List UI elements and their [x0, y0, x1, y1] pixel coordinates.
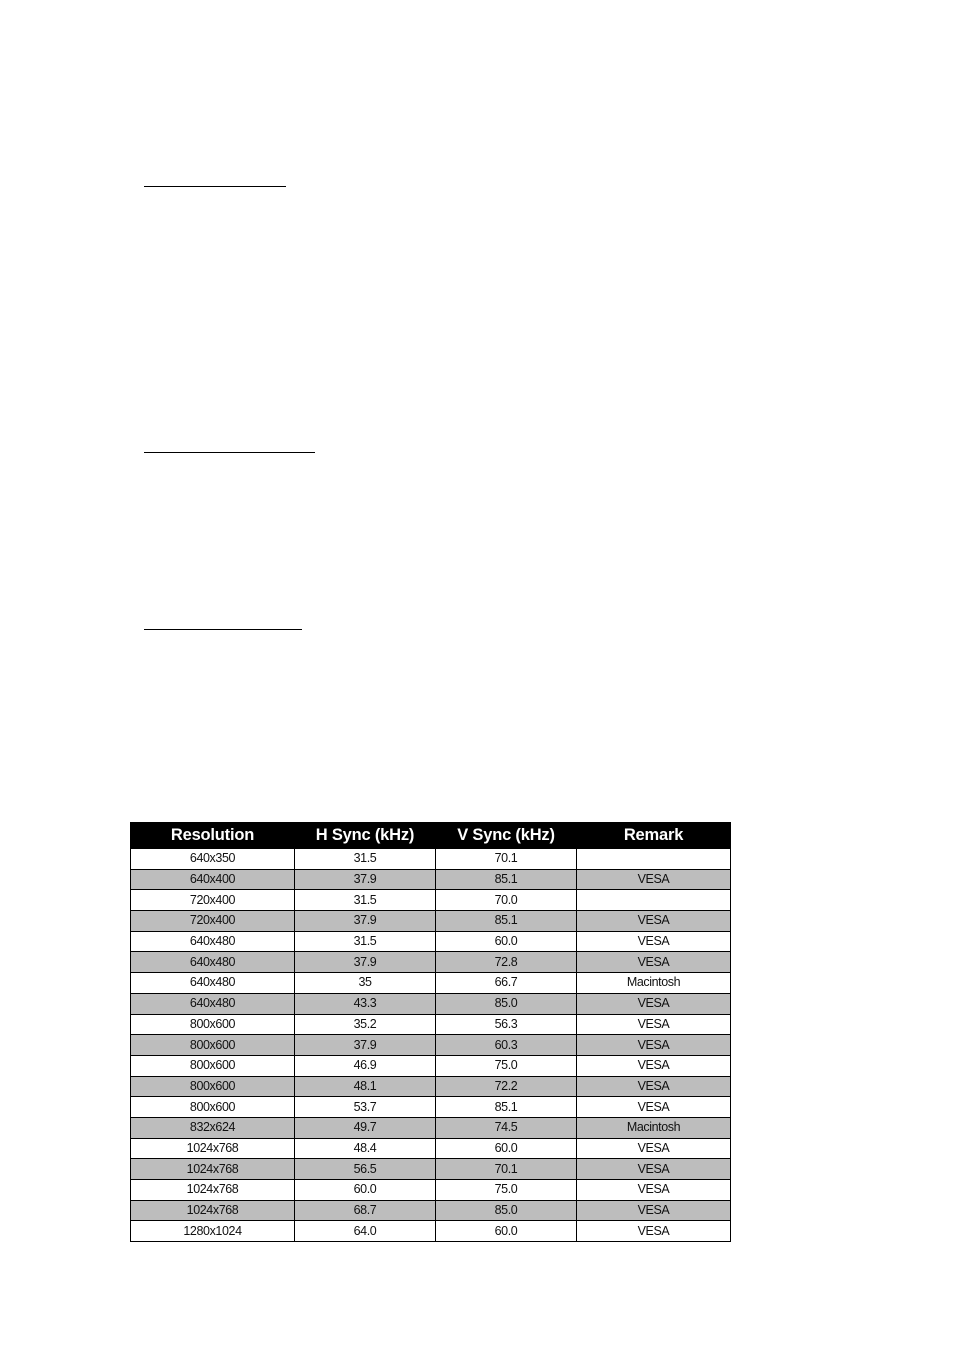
cell-remark: VESA: [577, 1159, 731, 1180]
cell-v-sync: 60.0: [436, 1138, 577, 1159]
cell-h-sync: 49.7: [295, 1117, 436, 1138]
cell-v-sync: 85.1: [436, 911, 577, 932]
cell-remark: VESA: [577, 869, 731, 890]
section-heading-underline: [144, 186, 286, 187]
cell-v-sync: 74.5: [436, 1117, 577, 1138]
section-heading-underline: [144, 452, 315, 453]
cell-h-sync: 48.1: [295, 1076, 436, 1097]
cell-h-sync: 43.3: [295, 993, 436, 1014]
cell-remark: VESA: [577, 1221, 731, 1242]
cell-v-sync: 70.1: [436, 1159, 577, 1180]
cell-h-sync: 48.4: [295, 1138, 436, 1159]
cell-h-sync: 68.7: [295, 1200, 436, 1221]
cell-v-sync: 85.0: [436, 993, 577, 1014]
cell-resolution: 1024x768: [131, 1159, 295, 1180]
table-row: [131, 869, 731, 890]
cell-remark: VESA: [577, 1138, 731, 1159]
cell-v-sync: 85.1: [436, 869, 577, 890]
cell-h-sync: 56.5: [295, 1159, 436, 1180]
cell-h-sync: 37.9: [295, 911, 436, 932]
cell-v-sync: 60.0: [436, 1221, 577, 1242]
cell-resolution: 800x600: [131, 1076, 295, 1097]
cell-h-sync: 35: [295, 973, 436, 994]
cell-h-sync: 31.5: [295, 890, 436, 911]
table-row: [131, 973, 731, 994]
cell-resolution: 1280x1024: [131, 1221, 295, 1242]
table-row: [131, 1055, 731, 1076]
table-row: [131, 911, 731, 932]
cell-v-sync: 85.0: [436, 1200, 577, 1221]
cell-v-sync: 72.8: [436, 952, 577, 973]
cell-resolution: 640x480: [131, 973, 295, 994]
cell-remark: VESA: [577, 1097, 731, 1118]
cell-h-sync: 35.2: [295, 1014, 436, 1035]
table-row: [131, 1097, 731, 1118]
cell-remark: VESA: [577, 931, 731, 952]
cell-resolution: 1024x768: [131, 1138, 295, 1159]
cell-h-sync: 64.0: [295, 1221, 436, 1242]
cell-v-sync: 60.3: [436, 1035, 577, 1056]
cell-h-sync: 37.9: [295, 952, 436, 973]
cell-resolution: 800x600: [131, 1097, 295, 1118]
cell-h-sync: 31.5: [295, 849, 436, 870]
cell-resolution: 800x600: [131, 1055, 295, 1076]
table-row: [131, 1035, 731, 1056]
table-row: [131, 1221, 731, 1242]
cell-resolution: 720x400: [131, 911, 295, 932]
cell-v-sync: 60.0: [436, 931, 577, 952]
cell-resolution: 832x624: [131, 1117, 295, 1138]
table-row: [131, 890, 731, 911]
cell-v-sync: 75.0: [436, 1180, 577, 1201]
column-header-v-sync: V Sync (kHz): [436, 823, 577, 849]
cell-remark: VESA: [577, 1200, 731, 1221]
table-row: [131, 931, 731, 952]
cell-resolution: 640x480: [131, 952, 295, 973]
cell-resolution: 640x350: [131, 849, 295, 870]
cell-h-sync: 53.7: [295, 1097, 436, 1118]
column-header-remark: Remark: [577, 823, 731, 849]
cell-resolution: 1024x768: [131, 1200, 295, 1221]
cell-v-sync: 85.1: [436, 1097, 577, 1118]
cell-v-sync: 72.2: [436, 1076, 577, 1097]
cell-remark: VESA: [577, 1055, 731, 1076]
cell-remark: Macintosh: [577, 1117, 731, 1138]
cell-remark: VESA: [577, 993, 731, 1014]
cell-remark: VESA: [577, 1014, 731, 1035]
table-row: [131, 1159, 731, 1180]
table-row: [131, 1076, 731, 1097]
cell-h-sync: 37.9: [295, 869, 436, 890]
cell-remark: VESA: [577, 911, 731, 932]
cell-h-sync: 31.5: [295, 931, 436, 952]
cell-v-sync: 66.7: [436, 973, 577, 994]
column-header-resolution: Resolution: [131, 823, 295, 849]
column-header-h-sync: H Sync (kHz): [295, 823, 436, 849]
cell-resolution: 640x400: [131, 869, 295, 890]
cell-remark: [577, 849, 731, 870]
table-row: [131, 952, 731, 973]
section-heading-underline: [144, 629, 302, 630]
cell-resolution: 800x600: [131, 1035, 295, 1056]
cell-h-sync: 37.9: [295, 1035, 436, 1056]
cell-h-sync: 60.0: [295, 1180, 436, 1201]
table-row: [131, 1138, 731, 1159]
cell-h-sync: 46.9: [295, 1055, 436, 1076]
cell-v-sync: 70.0: [436, 890, 577, 911]
cell-resolution: 640x480: [131, 993, 295, 1014]
table-row: [131, 993, 731, 1014]
cell-v-sync: 56.3: [436, 1014, 577, 1035]
cell-remark: VESA: [577, 952, 731, 973]
cell-resolution: 640x480: [131, 931, 295, 952]
table-row: [131, 1117, 731, 1138]
table-row: [131, 849, 731, 870]
cell-remark: [577, 890, 731, 911]
table-row: [131, 1014, 731, 1035]
cell-v-sync: 75.0: [436, 1055, 577, 1076]
cell-resolution: 720x400: [131, 890, 295, 911]
cell-remark: VESA: [577, 1180, 731, 1201]
cell-resolution: 1024x768: [131, 1180, 295, 1201]
timing-modes-table: [130, 822, 731, 1242]
cell-remark: Macintosh: [577, 973, 731, 994]
table-header-row: [131, 823, 731, 849]
table-row: [131, 1180, 731, 1201]
table-row: [131, 1200, 731, 1221]
cell-remark: VESA: [577, 1076, 731, 1097]
cell-remark: VESA: [577, 1035, 731, 1056]
cell-v-sync: 70.1: [436, 849, 577, 870]
cell-resolution: 800x600: [131, 1014, 295, 1035]
